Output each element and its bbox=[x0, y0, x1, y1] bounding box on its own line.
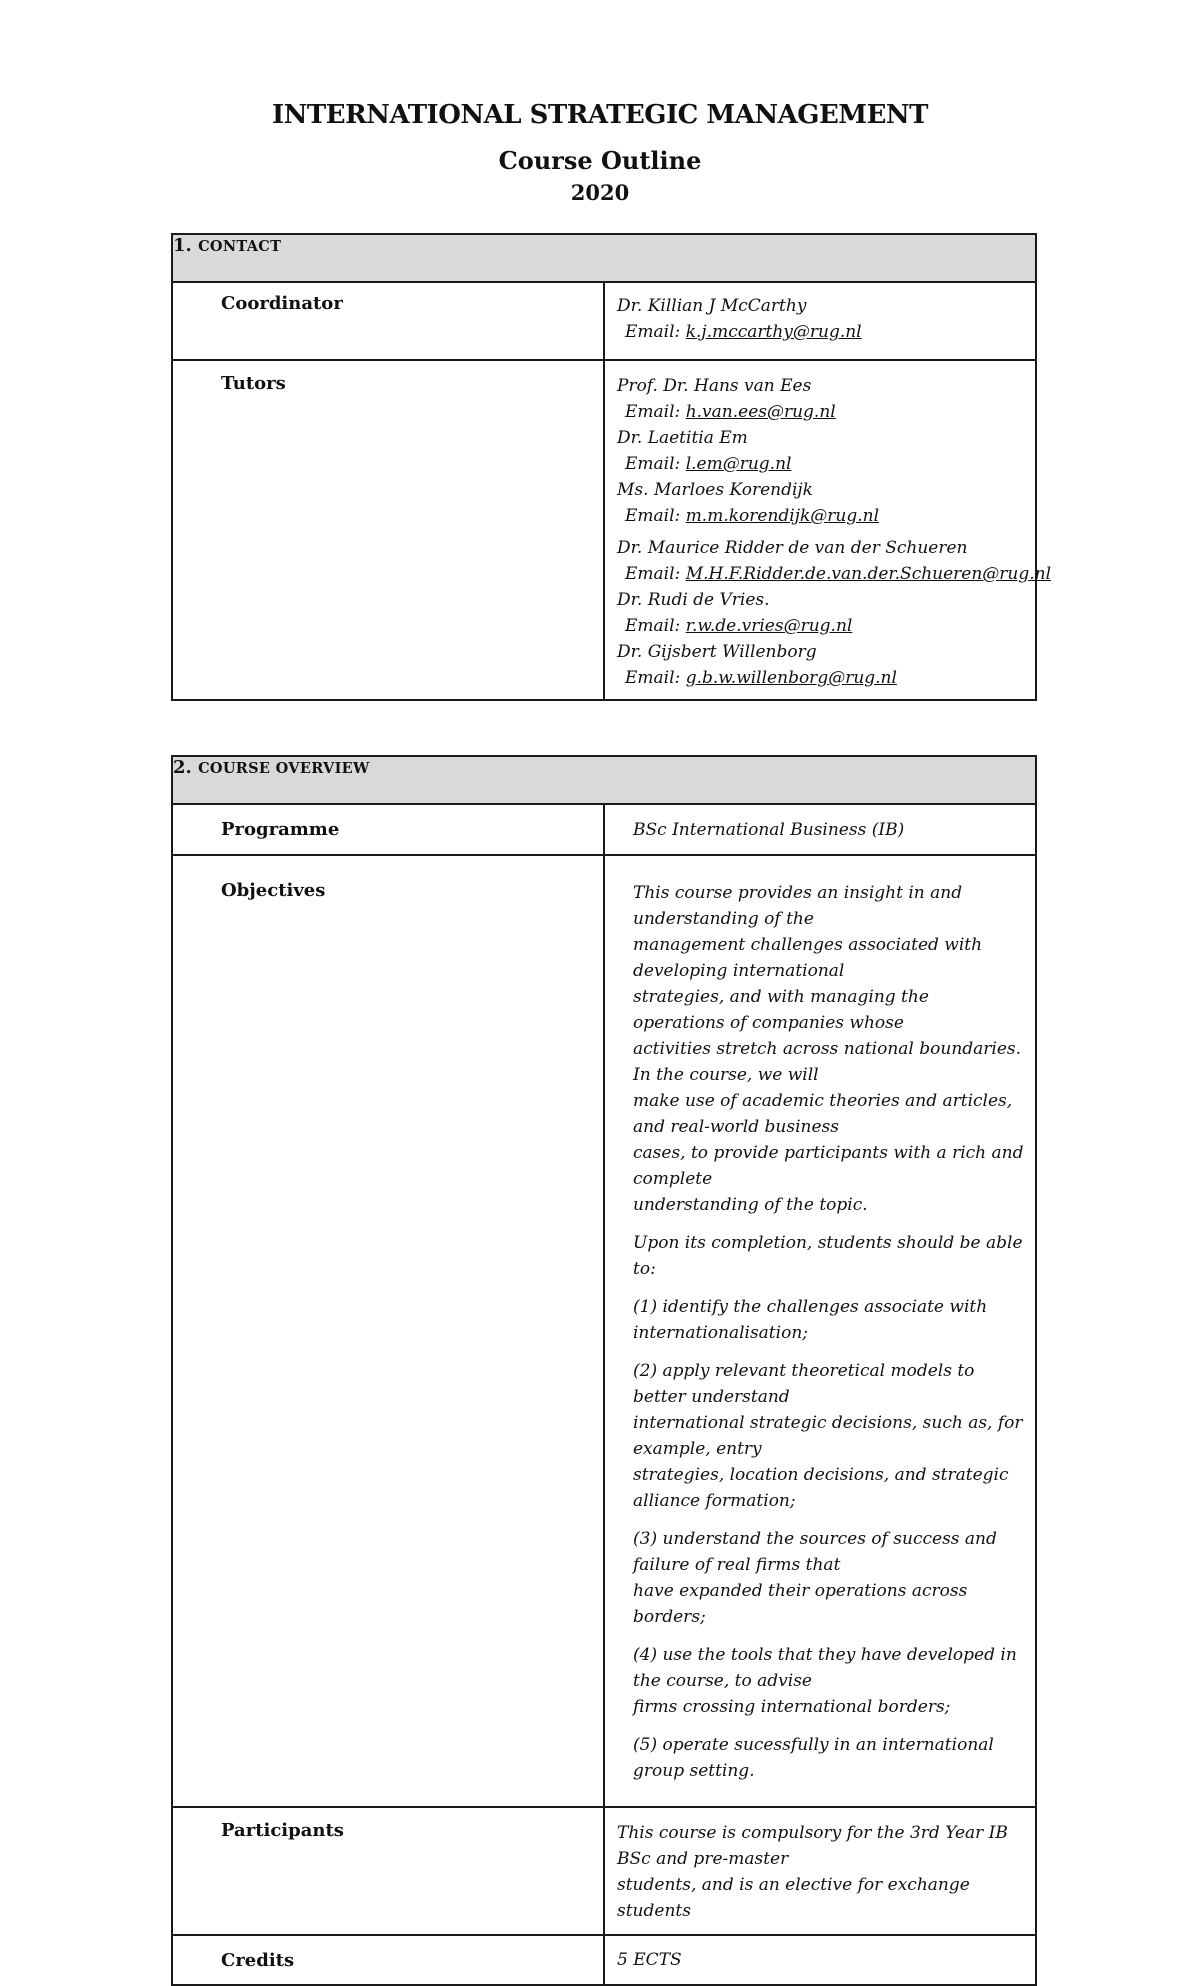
objectives-line: make use of academic theories and articles, and real-world business bbox=[633, 1091, 1013, 1137]
tutor-entry bbox=[617, 425, 1025, 477]
objectives-line: understanding of the topic. bbox=[633, 1195, 868, 1215]
tutor-name: Ms. Marloes Korendijk bbox=[617, 480, 813, 500]
tutor-email-line bbox=[617, 665, 1025, 691]
credits-label: Credits bbox=[172, 1935, 604, 1985]
overview-number: 2. bbox=[173, 757, 192, 778]
outcome-line: (4) use the tools that they have developed in the course, to advise bbox=[633, 1645, 1017, 1691]
outcome-item bbox=[633, 1642, 1025, 1720]
outcome-item bbox=[633, 1526, 1025, 1630]
participants-line: This course is compulsory for the 3rd Year IB BSc and pre-master bbox=[617, 1823, 1008, 1869]
tutor-entry bbox=[617, 373, 1025, 425]
outcome-line: (1) identify the challenges associate with internationalisation; bbox=[633, 1297, 988, 1343]
tutor-email-line bbox=[617, 399, 1025, 425]
tutor-email-line bbox=[617, 503, 1025, 529]
tutor-entry bbox=[617, 587, 1025, 639]
email-label: Email: bbox=[625, 668, 681, 688]
outcome-item bbox=[633, 1294, 1025, 1346]
email-label: Email: bbox=[625, 506, 681, 526]
tutor-email-link[interactable]: r.w.de.vries@rug.nl bbox=[685, 616, 853, 636]
tutor-email-link[interactable]: l.em@rug.nl bbox=[685, 454, 792, 474]
contact-number: 1. bbox=[173, 235, 192, 256]
course-overview-table bbox=[171, 755, 1037, 1986]
credits-value: 5 ECTS bbox=[604, 1935, 1036, 1985]
tutor-entry bbox=[617, 639, 1025, 691]
programme-value: BSc International Business (IB) bbox=[604, 804, 1036, 855]
contact-header-row bbox=[172, 234, 1036, 282]
objectives-line: This course provides an insight in and understanding of the bbox=[633, 883, 963, 929]
coordinator-label: Coordinator bbox=[172, 282, 604, 360]
tutor-email-link[interactable]: h.van.ees@rug.nl bbox=[685, 402, 836, 422]
document-year: 2020 bbox=[570, 180, 630, 205]
contact-heading: CONTACT bbox=[198, 238, 282, 255]
programme-label: Programme bbox=[172, 804, 604, 855]
outcome-item bbox=[633, 1732, 1025, 1784]
tutors-cell bbox=[604, 360, 1052, 700]
tutor-email-line bbox=[617, 613, 1025, 639]
overview-heading: COURSE OVERVIEW bbox=[198, 760, 370, 777]
coordinator-row bbox=[172, 282, 1036, 360]
outcome-line: international strategic decisions, such as, for example, entry bbox=[633, 1413, 1023, 1459]
email-label: Email: bbox=[625, 564, 681, 584]
tutor-name: Dr. Rudi de Vries. bbox=[617, 590, 770, 610]
email-label: Email: bbox=[625, 454, 681, 474]
credits-row bbox=[172, 1935, 1036, 1985]
tutor-email-line bbox=[617, 451, 1025, 477]
tutor-entry bbox=[617, 535, 1052, 587]
coordinator-cell bbox=[604, 282, 1036, 360]
overview-header-row bbox=[172, 756, 1036, 804]
programme-row bbox=[172, 804, 1036, 855]
overview-header bbox=[172, 756, 1036, 804]
objectives-cell bbox=[604, 855, 1036, 1807]
outcome-line: have expanded their operations across borders; bbox=[633, 1581, 968, 1627]
tutor-name: Dr. Maurice Ridder de van der Schueren bbox=[617, 538, 968, 558]
objectives-line: strategies, and with managing the operations of companies whose bbox=[633, 987, 929, 1033]
tutor-email-link[interactable]: M.H.F.Ridder.de.van.der.Schueren@rug.nl bbox=[685, 564, 1052, 584]
tutor-email-link[interactable]: g.b.w.willenborg@rug.nl bbox=[685, 668, 897, 688]
coordinator-email-line bbox=[617, 319, 1025, 345]
objectives-line: cases, to provide participants with a rich and complete bbox=[633, 1143, 1024, 1189]
objectives-label: Objectives bbox=[172, 855, 604, 1807]
tutor-email-line bbox=[617, 561, 1052, 587]
tutor-name: Prof. Dr. Hans van Ees bbox=[617, 376, 812, 396]
coordinator-email-link[interactable]: k.j.mccarthy@rug.nl bbox=[685, 322, 862, 342]
objectives-row bbox=[172, 855, 1036, 1807]
tutor-email-link[interactable]: m.m.korendijk@rug.nl bbox=[685, 506, 880, 526]
outcomes-intro: Upon its completion, students should be able to: bbox=[633, 1233, 1023, 1279]
outcome-line: (3) understand the sources of success and failure of real firms that bbox=[633, 1529, 997, 1575]
objectives-line: activities stretch across national boundaries. In the course, we will bbox=[633, 1039, 1022, 1085]
objectives-paragraph bbox=[633, 880, 1025, 1218]
document-subtitle: Course Outline bbox=[498, 146, 702, 175]
document-title: INTERNATIONAL STRATEGIC MANAGEMENT bbox=[271, 100, 929, 130]
outcome-line: firms crossing international borders; bbox=[633, 1697, 951, 1717]
outcome-item bbox=[633, 1358, 1025, 1514]
email-label: Email: bbox=[625, 402, 681, 422]
tutor-name: Dr. Gijsbert Willenborg bbox=[617, 642, 817, 662]
coordinator-name: Dr. Killian J McCarthy bbox=[617, 296, 807, 316]
outcome-line: (5) operate sucessfully in an international group setting. bbox=[633, 1735, 994, 1781]
participants-line: students, and is an elective for exchange students bbox=[617, 1875, 970, 1921]
tutors-row bbox=[172, 360, 1036, 700]
participants-row bbox=[172, 1807, 1036, 1935]
participants-label: Participants bbox=[172, 1807, 604, 1935]
email-label: Email: bbox=[625, 616, 681, 636]
contact-table bbox=[171, 233, 1052, 701]
participants-cell bbox=[604, 1807, 1036, 1935]
outcome-line: strategies, location decisions, and strategic alliance formation; bbox=[633, 1465, 1009, 1511]
email-label: Email: bbox=[625, 322, 681, 342]
contact-header bbox=[172, 234, 1036, 282]
outcome-line: (2) apply relevant theoretical models to better understand bbox=[633, 1361, 975, 1407]
objectives-line: management challenges associated with developing international bbox=[633, 935, 983, 981]
tutor-entry bbox=[617, 477, 1025, 529]
tutors-label: Tutors bbox=[172, 360, 604, 700]
tutor-name: Dr. Laetitia Em bbox=[617, 428, 748, 448]
